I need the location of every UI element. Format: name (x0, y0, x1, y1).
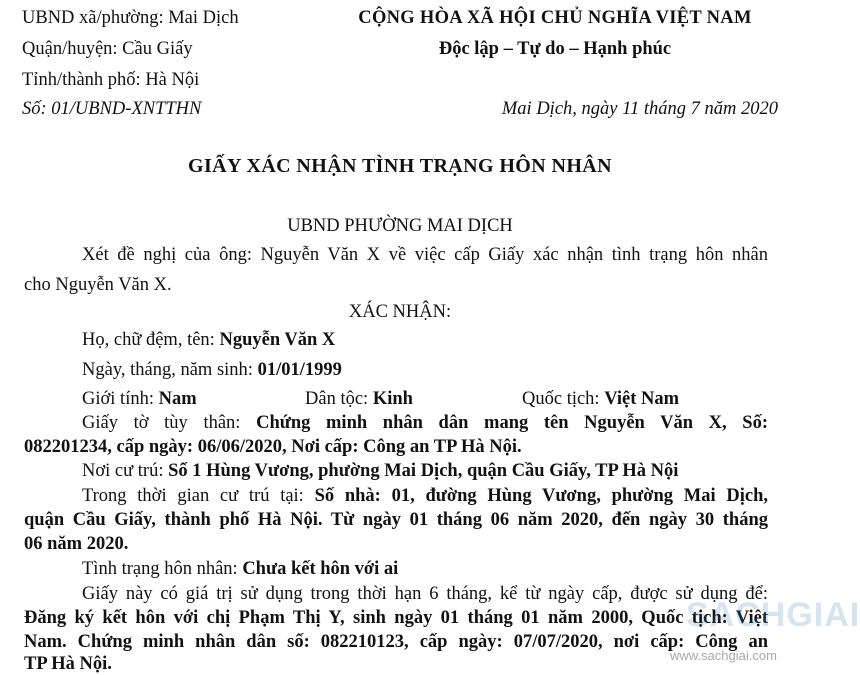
dob-value: 01/01/1999 (257, 360, 342, 380)
ethnicity-field (305, 389, 413, 410)
watermark-url: www.sachgiai.com (670, 648, 777, 663)
gender-label: Giới tính: (82, 389, 159, 409)
residence-row (82, 461, 678, 482)
document-number: Số: 01/UBND-XNTTHN (22, 99, 202, 119)
nation-heading: CỘNG HÒA XÃ HỘI CHỦ NGHĨA VIỆT NAM (358, 8, 752, 28)
marital-status-row (82, 559, 398, 580)
residence-period-line-1 (82, 486, 768, 507)
residence-label: Nơi cư trú: (82, 461, 169, 481)
validity-line-1: Giấy này có giá trị sử dụng trong thời hạn 6 tháng, kể từ ngày cấp, được sử dụng để: (82, 584, 768, 604)
id-doc-line-2: 082201234, cấp ngày: 06/06/2020, Nơi cấp: Công an TP Hà Nội. (24, 437, 522, 457)
marital-status-value: Chưa kết hôn với ai (242, 559, 399, 579)
request-line-2: cho Nguyễn Văn X. (24, 275, 172, 295)
id-doc-label: Giấy tờ tùy thân: (82, 413, 257, 433)
name-value: Nguyễn Văn X (219, 330, 336, 350)
place-date: Mai Dịch, ngày 11 tháng 7 năm 2020 (501, 99, 778, 119)
validity-line-3: Nam. Chứng minh nhân dân số: 082210123, cấp ngày: 07/07/2020, nơi cấp: Công an (24, 632, 768, 652)
province-line: Tỉnh/thành phố: Hà Nội (22, 70, 200, 90)
district-line: Quận/huyện: Cầu Giấy (22, 39, 193, 59)
id-doc-value: Chứng minh nhân dân mang tên Nguyễn Văn X, Số: (256, 413, 769, 433)
residence-period-line-3: 06 năm 2020. (24, 534, 129, 554)
gender-value: Nam (158, 389, 197, 409)
dob-label: Ngày, tháng, năm sinh: (82, 360, 258, 380)
request-line-1: Xét đề nghị của ông: Nguyễn Văn X về việc cấp Giấy xác nhận tình trạng hôn nhân (82, 245, 768, 265)
name-row (82, 330, 335, 351)
commune-line: UBND xã/phường: Mai Dịch (22, 8, 239, 28)
nationality-value: Việt Nam (604, 389, 680, 409)
gender-field (82, 389, 197, 410)
name-label: Họ, chữ đệm, tên: (82, 330, 220, 350)
document-title: GIẤY XÁC NHẬN TÌNH TRẠNG HÔN NHÂN (188, 155, 612, 177)
nationality-label: Quốc tịch: (522, 389, 605, 409)
issuer: UBND PHƯỜNG MAI DỊCH (287, 216, 513, 236)
ethnicity-label: Dân tộc: (305, 389, 373, 409)
marital-status-label: Tình trạng hôn nhân: (82, 559, 243, 579)
motto: Độc lập – Tự do – Hạnh phúc (438, 39, 672, 59)
confirm-heading: XÁC NHẬN: (348, 302, 452, 322)
id-doc-line-1 (82, 413, 768, 434)
nationality-field (522, 389, 679, 410)
validity-line-4: TP Hà Nội. (24, 654, 112, 674)
watermark-logo: SACHGIAI (686, 596, 860, 634)
residence-period-label: Trong thời gian cư trú tại: (82, 486, 315, 506)
residence-period-value: Số nhà: 01, đường Hùng Vương, phường Mai Dịch, (314, 486, 768, 506)
ethnicity-value: Kinh (372, 389, 413, 409)
residence-period-line-2: quận Cầu Giấy, thành phố Hà Nội. Từ ngày 01 tháng 06 năm 2020, đến ngày 30 tháng (24, 510, 768, 530)
residence-value: Số 1 Hùng Vương, phường Mai Dịch, quận Cầu Giấy, TP Hà Nội (168, 461, 679, 481)
validity-line-2: Đăng ký kết hôn với chị Phạm Thị Y, sinh ngày 01 tháng 01 năm 2000, Quốc tịch: Việt (24, 608, 768, 628)
dob-row (82, 360, 342, 381)
